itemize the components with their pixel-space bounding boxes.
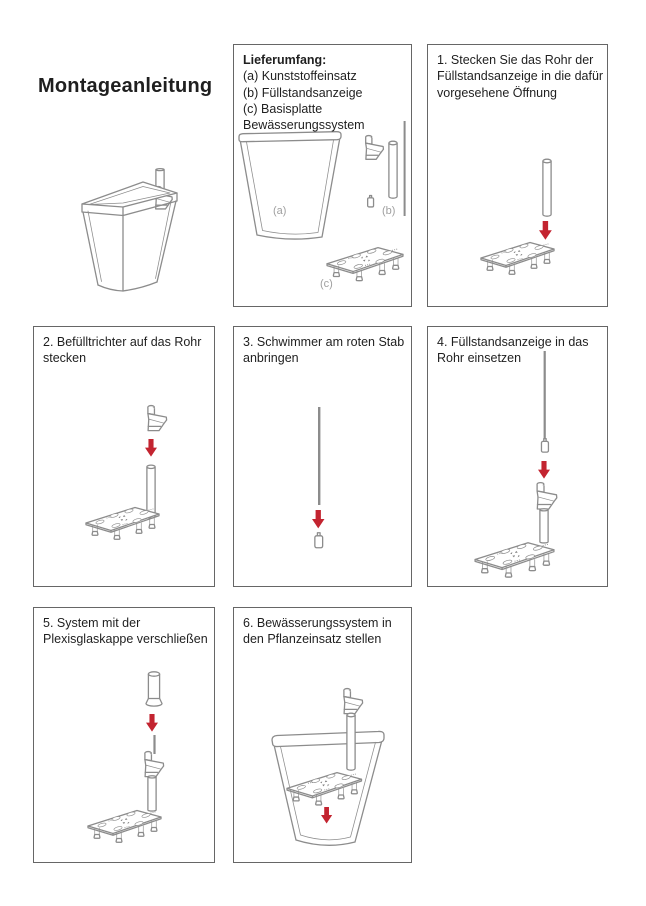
red-down-arrow: [145, 439, 157, 457]
base-plate-illustration: [327, 248, 403, 281]
step-panel-4: [427, 326, 608, 587]
tube-illustration: [347, 713, 355, 770]
red-down-arrow: [538, 461, 550, 479]
base-plate-illustration: [86, 508, 159, 540]
plant-insert-illustration: [239, 132, 341, 239]
red-down-arrow: [539, 221, 552, 240]
delivery-item-a: (a) Kunststoffeinsatz: [243, 69, 357, 84]
float-illustration: [541, 439, 548, 452]
tube-illustration: [543, 159, 551, 216]
step-panel-3: [233, 326, 412, 587]
tube-illustration: [147, 465, 155, 518]
funnel-illustration: [366, 136, 384, 160]
red-down-arrow: [321, 807, 332, 823]
indicator-rod-illustration: [318, 407, 320, 505]
page-title: Montageanleitung: [38, 75, 213, 97]
step-panel-1: [427, 44, 608, 307]
hero-illustration: [55, 130, 205, 305]
delivery-item-c: (c) Basisplatte Bewässerungssystem: [243, 101, 365, 132]
funnel-illustration: [537, 483, 557, 509]
step-text-2: 2. Befülltrichter auf das Rohr stecken: [43, 335, 202, 366]
float-illustration: [315, 533, 323, 548]
delivery-text: [234, 45, 411, 133]
funnel-illustration: [145, 752, 164, 777]
red-down-arrow: [146, 714, 158, 732]
funnel-illustration: [148, 406, 167, 431]
red-down-arrow: [312, 510, 324, 528]
step-text-6: 6. Bewässerungssystem in den Pflanzeinsatz stellen: [243, 616, 392, 647]
indicator-rod-illustration: [153, 735, 155, 754]
delivery-item-b: (b) Füllstandsanzeige: [243, 85, 363, 100]
tube-illustration: [148, 776, 156, 811]
part-label-c: (c): [320, 278, 333, 290]
step-panel-2: [33, 326, 215, 587]
step-panel-6: [233, 607, 412, 863]
delivery-panel: [233, 44, 412, 307]
delivery-heading: Lieferumfang:: [243, 53, 327, 67]
indicator-rod-illustration: [404, 121, 406, 216]
funnel-illustration: [344, 689, 363, 714]
tube-illustration: [540, 509, 548, 543]
base-plate-illustration: [287, 773, 361, 806]
cap-illustration: [146, 672, 162, 706]
step-text-4: 4. Füllstandsanzeige in das Rohr einsetzen: [437, 335, 589, 366]
base-plate-illustration: [88, 811, 161, 843]
base-plate-illustration: [481, 243, 554, 275]
base-plate-illustration: [475, 543, 554, 578]
float-illustration: [368, 196, 374, 207]
step-text-1: 1. Stecken Sie das Rohr der Füllstandsanzeige in die dafür vorgesehene Öffnung: [437, 53, 604, 100]
step-panel-5: [33, 607, 215, 863]
part-label-a: (a): [273, 205, 287, 217]
part-label-b: (b): [382, 205, 396, 217]
step-text-5: 5. System mit der Plexisglaskappe verschließen: [43, 616, 208, 647]
step-text-3: 3. Schwimmer am roten Stab anbringen: [243, 335, 405, 366]
tube-illustration: [389, 141, 397, 198]
